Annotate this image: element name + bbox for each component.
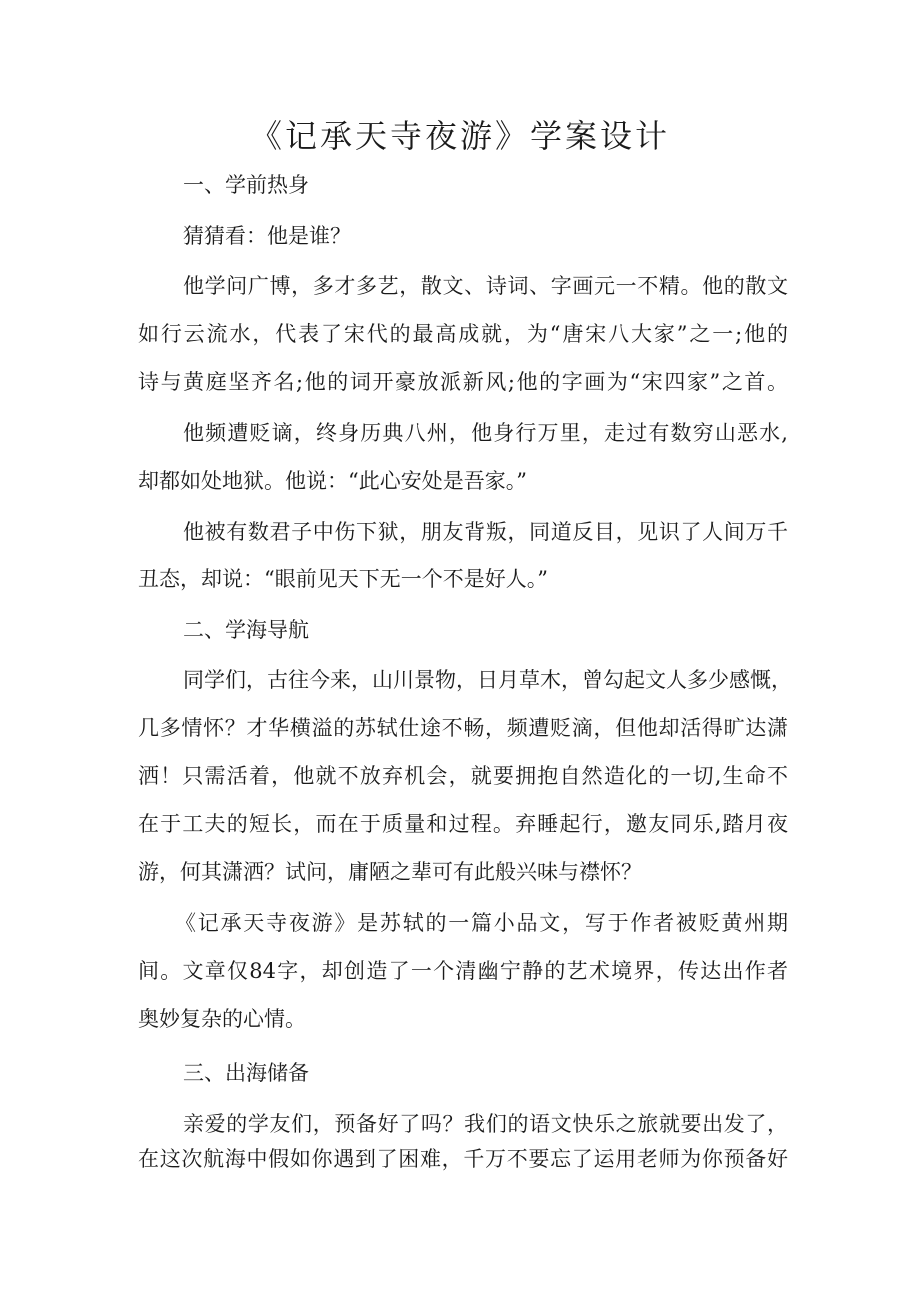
paragraph-line: 几多情怀？才华横溢的苏轼仕途不畅，频遭贬滴，但他却活得旷达潇 xyxy=(138,716,788,740)
paragraph-line: 洒！只需活着，他就不放弃机会，就要拥抱自然造化的一切,生命不 xyxy=(138,764,788,788)
section-heading-preparation: 三、出海储备 xyxy=(183,1061,309,1085)
paragraph-line: 亲爱的学友们，预备好了吗？我们的语文快乐之旅就要出发了， xyxy=(183,1112,788,1136)
section-heading-navigation: 二、学海导航 xyxy=(183,618,309,642)
paragraph-line: 间。文章仅84字，却创造了一个清幽宁静的艺术境界，传达出作者 xyxy=(138,959,788,983)
paragraph-line: 如行云流水，代表了宋代的最高成就，为“唐宋八大家”之一;他的 xyxy=(138,322,788,346)
paragraph-line: 奥妙复杂的心情。 xyxy=(138,1007,306,1031)
paragraph-line: 却都如处地狱。他说：“此心安处是吾家。” xyxy=(138,469,527,493)
paragraph-line: 他被有数君子中伤下狱，朋友背叛，同道反目，见识了人间万千 xyxy=(183,520,788,544)
paragraph-line: 在于工夫的短长，而在于质量和过程。弃睡起行，邀友同乐,踏月夜 xyxy=(138,812,788,836)
paragraph-line: 丑态，却说：“眼前见天下无一个不是好人。” xyxy=(138,567,548,591)
paragraph-line: 游，何其潇洒？试问，庸陋之辈可有此般兴味与襟怀？ xyxy=(138,860,642,884)
document-title: 《记承天寺夜游》学案设计 xyxy=(249,117,670,155)
paragraph-line: 在这次航海中假如你遇到了困难，千万不要忘了运用老师为你预备好 xyxy=(138,1147,788,1171)
paragraph-line: 诗与黄庭坚齐名;他的词开豪放派新风;他的字画为“宋四家”之首。 xyxy=(138,370,788,394)
paragraph-line: 同学们，古往今来，山川景物，日月草木，曾勾起文人多少感慨， xyxy=(183,668,792,692)
paragraph-line: 他学问广博，多才多艺，散文、诗词、字画元一不精。他的散文 xyxy=(183,274,788,298)
paragraph-line: 他频遭贬谪，终身历典八州，他身行万里，走过有数穷山恶水, xyxy=(183,421,788,445)
paragraph-line: 《记承天寺夜游》是苏轼的一篇小品文，写于作者被贬黄州期 xyxy=(175,911,788,935)
guess-prompt: 猜猜看：他是谁？ xyxy=(183,224,351,248)
section-heading-warmup: 一、学前热身 xyxy=(183,173,309,197)
